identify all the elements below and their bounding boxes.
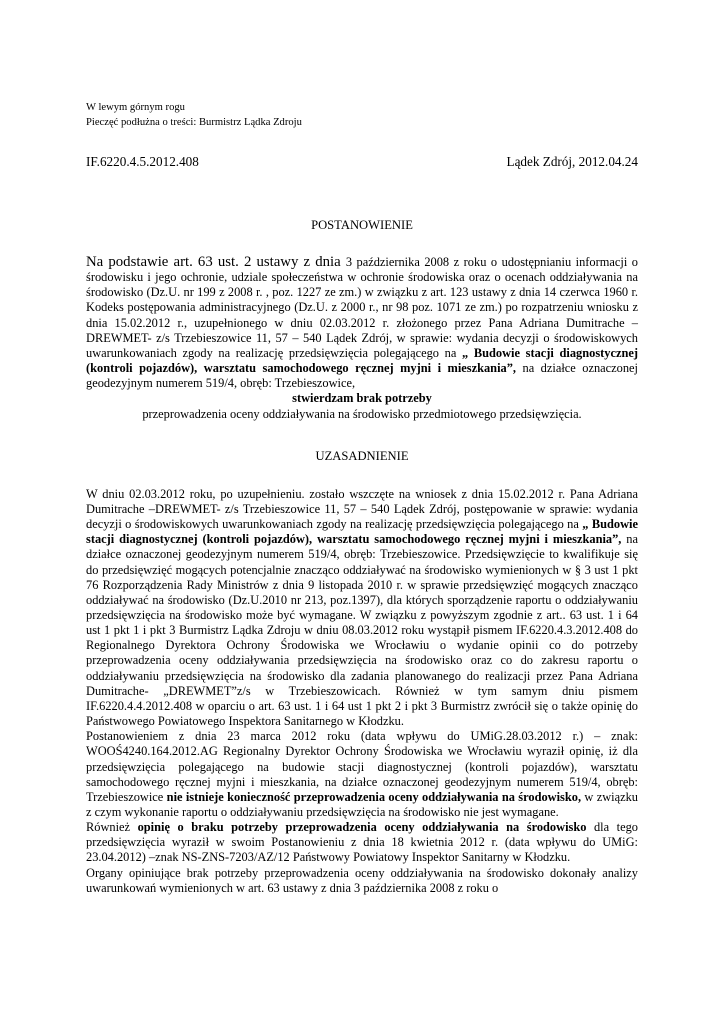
justification-text-3b: dla tego przedsięwzięcia wyraził w swoim Postanowieniu z dnia 18 kwietnia 2012 r. (data wpływu do UMiG: 23.04.2012) –znak NS-ZNS-7203/AZ/12 Państwowy Powiatowy Inspektor Sanitarny w Kłodzku.: [86, 820, 638, 865]
justification-text-2a: Postanowieniem z dnia 23 marca 2012 roku (data wpływu do UMiG.28.03.2012 r.) – znak: WOOŚ4240.164.2012.AG Regionalny Dyrektor Ochrony Środowiska we Wrocławiu wyraził opinię, iż dla przedsięwzięcia polegającego na budowie stacji diagnostycznej (kontroli pojazdów), warsztatu samochodowego ręcznej myjni i mieszkania, na działce oznaczonej geodezyjnym numerem 519/4, obręb: Trzebieszowice: [86, 729, 638, 804]
decision-block: [86, 391, 638, 421]
decision-heading: stwierdzam brak potrzeby: [292, 391, 432, 406]
justification-project-name: „ Budowie stacji diagnostycznej (kontroli pojazdów), warsztatu samochodowego ręcznej myjni i mieszkania”,: [86, 517, 638, 547]
justification-text-1a: W dniu 02.03.2012 roku, po uzupełnieniu. zostało wszczęte na wniosek z dnia 15.02.2012 r. Pana Adriana Dumitrache –DREWMET- z/s Trzebieszowice 11, 57 – 540 Lądek Zdrój, postępowanie w sprawie: wydania decyzji o środowiskowych uwarunkowaniach zgody na realizację przedsięwzięcia polegającego na: [86, 486, 638, 532]
justification-paragraph-2: [86, 729, 638, 820]
header-note-line-2: Pieczęć podłużna o treści: Burmistrz Lądka Zdroju: [86, 117, 302, 128]
justification-paragraph-1: [86, 487, 638, 730]
header-note-line-1: W lewym górnym rogu: [86, 102, 185, 113]
intro-paragraph: [86, 255, 638, 391]
decision-text: przeprowadzenia oceny oddziaływania na środowisko przedmiotowego przedsięwzięcia.: [142, 406, 582, 421]
justification-text-1b: na działce oznaczonej geodezyjnym numerem 519/4, obręb: Trzebieszowice. Przedsięwzięcie to kwalifikuje się do przedsięwzięć mogących potencjalnie znacząco oddziaływać na środowisko wymienionych w § 3 ust 1 pkt 76 Rozporządzenia Rady Ministrów z dnia 9 listopada 2010 r. w sprawie przedsięwzięć mogących znacząco oddziaływać na środowisko (Dz.U.2010 nr 213, poz.1397), dla których sporządzenie raportu o oddziaływaniu przedsięwzięcia na środowisko może być wymagane. W związku z powyższym zgodnie z art.. 63 ust. 1 i 64 ust 1 pkt 1 i pkt 3 Burmistrz Lądka Zdroju w dniu 08.03.2012 roku wystąpił pismem IF.6220.4.3.2012.408 do Regionalnego Dyrektora Ochrony Środowiska we Wrocławiu o wydanie opinii co do potrzeby przeprowadzenia oceny oddziaływania przedsięwzięcia na środowisko oraz co do zakresu raportu o oddziaływaniu przedsięwzięcia na środowisko dla zadania planowanego do realizacji przez Pana Adriana Dumitrache- „DREWMET”z/s w Trzebieszowicach. Również w tym samym dniu pismem IF.6220.4.4.2012.408 w oparciu o art. 63 ust. 1 i 64 ust 1 pkt 2 i pkt 3 Burmistrz zwrócił się o także opinię do Państwowego Powiatowego Inspektora Sanitarnego w Kłodzku.: [86, 532, 638, 729]
document-page: [86, 100, 638, 896]
justification-sanitary-opinion: opinię o braku potrzeby przeprowadzenia oceny oddziaływania na środowisko: [137, 820, 587, 835]
justification-rdos-conclusion: nie istnieje konieczność przeprowadzenia oceny oddziaływania na środowisko,: [166, 789, 582, 804]
case-number: IF.6220.4.5.2012.408: [86, 154, 199, 169]
reference-line: [86, 152, 638, 172]
header-note: [86, 100, 638, 130]
justification-text-3a: Również: [86, 820, 138, 835]
place-date: Lądek Zdrój, 2012.04.24: [506, 154, 638, 169]
document-title: POSTANOWIENIE: [311, 218, 413, 232]
justification-text-2b: w związku z czym wykonanie raportu o oddziaływaniu przedsięwzięcia na środowisko nie jest wymagane.: [86, 789, 639, 819]
justification-paragraph-4: Organy opiniujące brak potrzeby przeprowadzenia oceny oddziaływania na środowisko dokonały analizy uwarunkowań wymienionych w art. 63 ustawy z dnia 3 października 2008 z roku o: [86, 865, 638, 895]
justification-title: UZASADNIENIE: [315, 448, 409, 463]
intro-text-1: 3 października 2008 z roku o udostępnianiu informacji o środowisku i jego ochronie, udziale społeczeństwa w ochronie środowiska oraz o ocenach oddziaływania na środowisko (Dz.U. nr 199 z 2008 r. , poz. 1227 ze zm.) w związku z art. 123 ustawy z dnia 14 czerwca 1960 r. Kodeks postępowania administracyjnego (Dz.U. z 2000 r., nr 98 poz. 1071 ze zm.) po rozpatrzeniu wniosku z dnia 15.02.2012 r., uzupełnionego w dniu 02.03.2012 r. złożonego przez Pana Adriana Dumitrache –DREWMET- z/s Trzebieszowice 11, 57 – 540 Lądek Zdrój, w sprawie: wydania decyzji o środowiskowych uwarunkowaniach zgody na realizację przedsięwzięcia polegającego na: [86, 255, 638, 360]
intro-text-2: na działce oznaczonej geodezyjnym numerem 519/4, obręb: Trzebieszowice,: [86, 361, 638, 391]
justification-paragraph-3: [86, 820, 638, 865]
intro-project-name: „ Budowie stacji diagnostycznej (kontroli pojazdów), warsztatu samochodowego ręcznej myjni i mieszkania”,: [86, 345, 638, 376]
intro-lead: Na podstawie art. 63 ust. 2 ustawy z dnia: [86, 254, 346, 270]
